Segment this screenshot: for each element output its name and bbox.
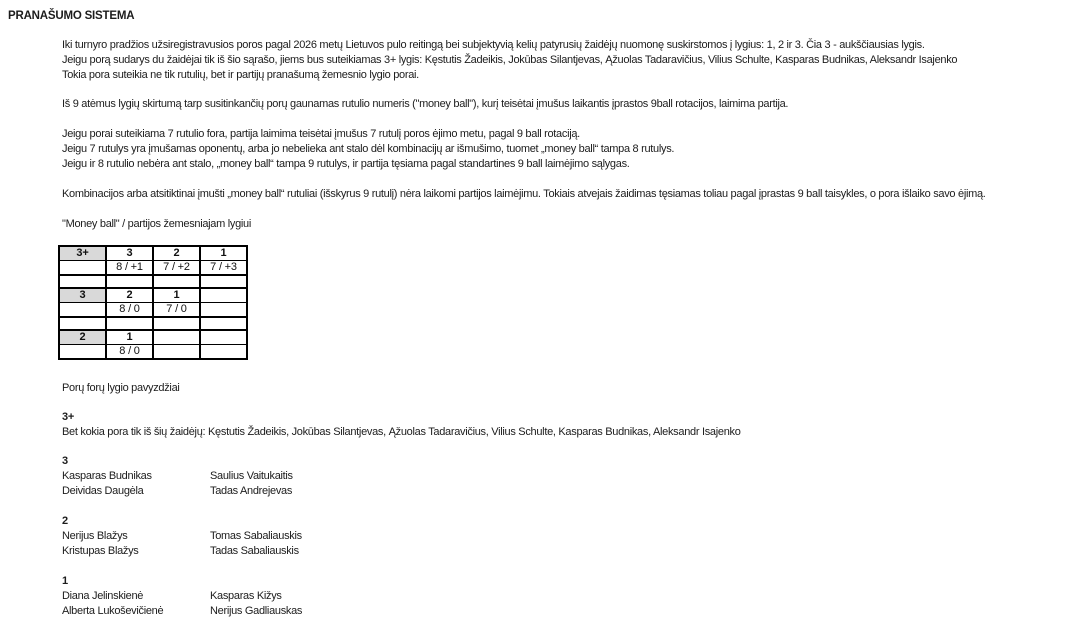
table-cell	[153, 330, 200, 345]
pair-list	[62, 529, 1071, 559]
table-cell: 2	[153, 246, 200, 261]
table-cell	[153, 275, 200, 288]
table-cell: 2	[59, 330, 106, 345]
table-row	[59, 303, 247, 318]
table-cell: 8 / 0	[106, 303, 153, 318]
table-row	[59, 345, 247, 360]
table-cell: 1	[200, 246, 247, 261]
example-group-1	[62, 574, 1071, 619]
table-cell	[200, 275, 247, 288]
table-cell: 8 / +1	[106, 261, 153, 276]
player-name: Kristupas Blažys	[62, 545, 139, 557]
text-line: Iš 9 atėmus lygių skirtumą tarp susitinkančių porų gaunamas rutulio numeris ("money ball"), kurį teisėtai įmušus laikantis įprastos 9ball rotacijos, laimima partija.	[62, 98, 789, 110]
table-cell	[200, 303, 247, 318]
table-cell: 7 / +2	[153, 261, 200, 276]
table-separator-row	[59, 275, 247, 288]
text-line: Tokia pora suteikia ne tik rutulių, bet ir partijų pranašumą žemesnio lygio porai.	[62, 69, 419, 81]
table-cell: 3	[106, 246, 153, 261]
example-group-3plus	[62, 410, 1071, 440]
table-cell: 7 / 0	[153, 303, 200, 318]
text-line: Kombinacijos arba atsitiktinai įmušti „money ball“ rutuliai (išskyrus 9 rutulį) nėra laikomi partijos laimėjimu. Tokiais atvejais žaidimas tęsiamas toliau pagal įprastas 9 ball taisykles, o pora išlaiko savo ėjimą.	[62, 188, 986, 200]
page-title: PRANAŠUMO SISTEMA	[8, 10, 135, 22]
table-separator-row	[59, 317, 247, 330]
document-content	[62, 38, 1071, 619]
table-cell	[59, 345, 106, 360]
player-name: Kasparas Kižys	[210, 590, 282, 602]
level-label: 2	[62, 515, 68, 527]
table-cell	[200, 330, 247, 345]
table-cell: 7 / +3	[200, 261, 247, 276]
text-line: Iki turnyro pradžios užsiregistravusios poros pagal 2026 metų Lietuvos pulo reitingą bei subjektyvią kelių patyrusių žaidėjų nuomonę suskirstomos į lygius: 1, 2 ir 3. Čia 3 - aukščiausias lygis.	[62, 39, 925, 51]
combinations-rule-paragraph	[62, 187, 1071, 202]
player-name: Diana Jelinskienė	[62, 590, 144, 602]
table-cell	[153, 345, 200, 360]
table-cell	[153, 317, 200, 330]
table-cell	[59, 317, 106, 330]
money-ball-rule-paragraph	[62, 97, 1071, 112]
table-cell: 1	[106, 330, 153, 345]
player-name: Deividas Daugėla	[62, 485, 144, 497]
text-line: Jeigu 7 rutulys yra įmušamas oponentų, arba jo nebelieka ant stalo dėl kombinacijų ar išmušimo, tuomet „money ball“ tampa 8 rutulys.	[62, 143, 675, 155]
player-name: Kasparas Budnikas	[62, 470, 152, 482]
player-name: Tadas Andrejevas	[210, 485, 293, 497]
example-group-2	[62, 514, 1071, 559]
table-cell	[59, 275, 106, 288]
table-cell	[59, 261, 106, 276]
player-name: Tadas Sabaliauskis	[210, 545, 299, 557]
table-cell	[59, 303, 106, 318]
level-label: 3	[62, 455, 68, 467]
table-cell	[200, 345, 247, 360]
handicap-table	[58, 245, 248, 360]
intro-paragraph	[62, 38, 1071, 83]
text-line: Jeigu ir 8 rutulio nebėra ant stalo, „money ball“ tampa 9 rutulys, ir partija tęsiama pagal standartines 9 ball laimėjimo sąlygas.	[62, 158, 630, 170]
player-name: Tomas Sabaliauskis	[210, 530, 302, 542]
table-caption: "Money ball" / partijos žemesniajam lygiui	[62, 218, 252, 230]
player-name: Alberta Lukoševičienė	[62, 605, 164, 617]
level-label: 3+	[62, 411, 74, 423]
group-description: Bet kokia pora tik iš šių žaidėjų: Kęstutis Žadeikis, Jokūbas Silantjevas, Ąžuolas Tadaravičius, Vilius Schulte, Kasparas Budnikas, Aleksandr Isajenko	[62, 426, 741, 438]
pair-list	[62, 589, 1071, 619]
table-cell: 2	[106, 288, 153, 303]
table-cell: 1	[153, 288, 200, 303]
table-cell: 3+	[59, 246, 106, 261]
examples-heading: Porų forų lygio pavyzdžiai	[62, 382, 180, 394]
fora-rules-paragraph	[62, 127, 1071, 172]
level-label: 1	[62, 575, 68, 587]
example-group-3	[62, 454, 1071, 499]
table-cell: 8 / 0	[106, 345, 153, 360]
text-line: Jeigu porą sudarys du žaidėjai tik iš šio sąrašo, jiems bus suteikiamas 3+ lygis: Kęstutis Žadeikis, Jokūbas Silantjevas, Ąžuolas Tadaravičius, Vilius Schulte, Kasparas Budnikas, Aleksandr Isajenko	[62, 54, 958, 66]
text-line: Jeigu porai suteikiama 7 rutulio fora, partija laimima teisėtai įmušus 7 rutulį poros ėjimo metu, pagal 9 ball rotaciją.	[62, 128, 580, 140]
player-name: Nerijus Gadliauskas	[210, 605, 303, 617]
table-row	[59, 330, 247, 345]
table-cell	[106, 317, 153, 330]
table-row	[59, 288, 247, 303]
table-cell	[106, 275, 153, 288]
table-cell: 3	[59, 288, 106, 303]
table-cell	[200, 288, 247, 303]
table-cell	[200, 317, 247, 330]
table-row	[59, 261, 247, 276]
player-name: Nerijus Blažys	[62, 530, 128, 542]
player-name: Saulius Vaitukaitis	[210, 470, 293, 482]
table-row	[59, 246, 247, 261]
pair-list	[62, 469, 1071, 499]
